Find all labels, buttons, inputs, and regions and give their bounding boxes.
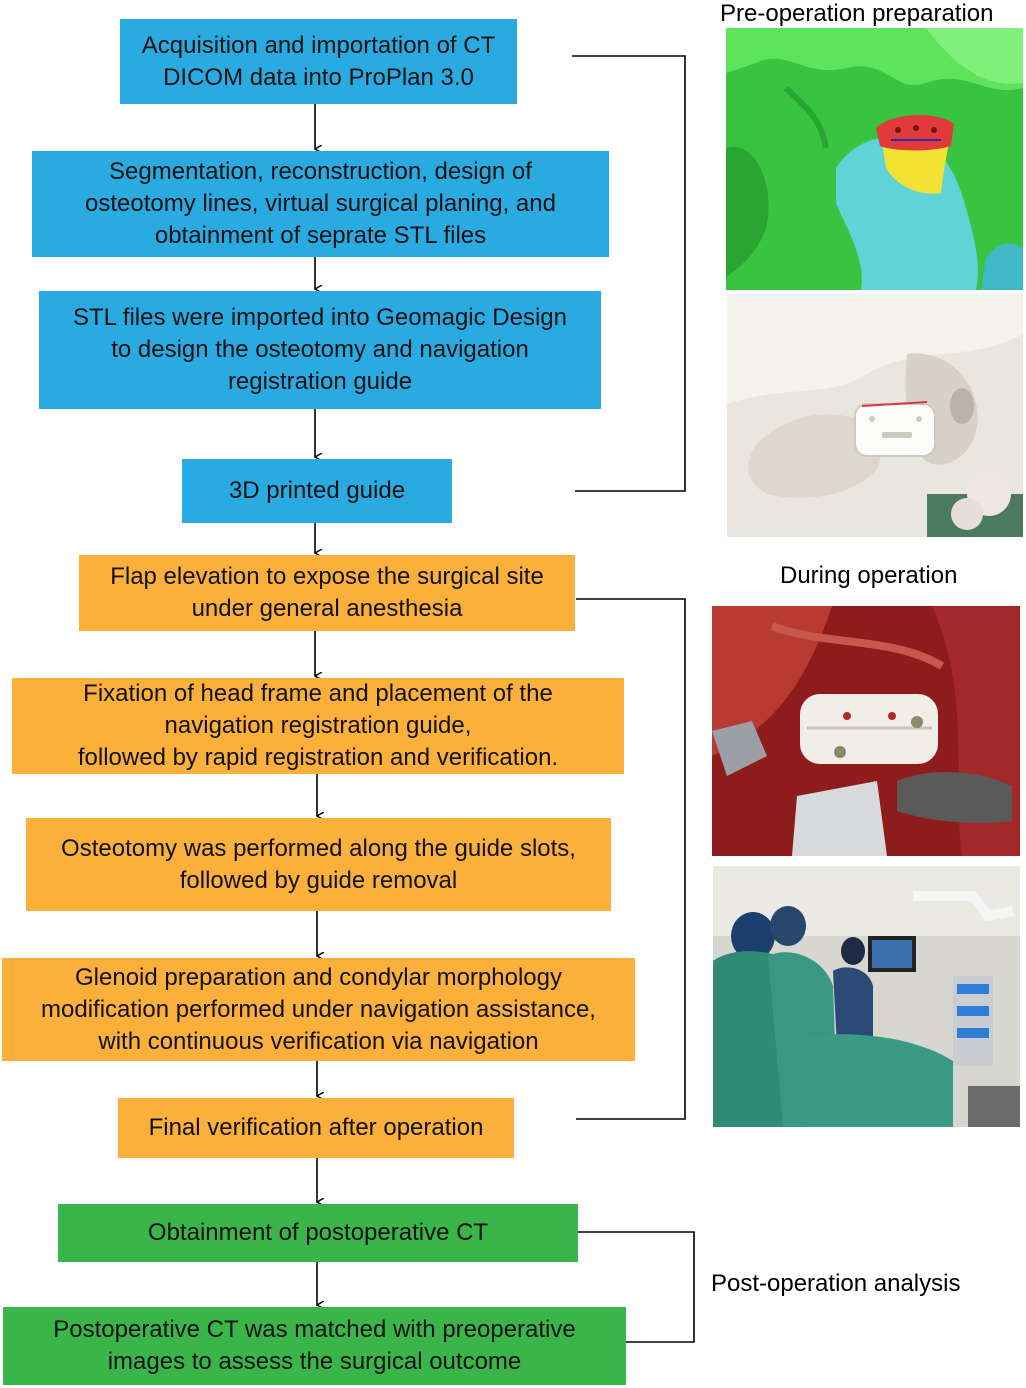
step-ct-acquisition: Acquisition and importation of CT DICOM data into ProPlan 3.0	[120, 19, 517, 104]
step-final-verification: Final verification after operation	[118, 1098, 514, 1158]
step-3d-printed-guide: 3D printed guide	[182, 459, 452, 523]
step-geomagic-design: STL files were imported into Geomagic Design to design the osteotomy and navigation registration guide	[39, 291, 601, 409]
photo-operating-room	[713, 866, 1020, 1127]
photo-3d-planning-render	[726, 28, 1023, 290]
step-flap-elevation: Flap elevation to expose the surgical site under general anesthesia	[79, 555, 575, 631]
photo-3d-printed-model	[727, 294, 1023, 537]
step-segmentation: Segmentation, reconstruction, design of osteotomy lines, virtual surgical planing, and obtainment of seprate STL files	[32, 151, 609, 257]
label-during-operation: During operation	[780, 562, 958, 589]
label-post-operation: Post-operation analysis	[711, 1270, 961, 1297]
step-head-frame-fixation: Fixation of head frame and placement of the navigation registration guide, followed by rapid registration and verification.	[12, 678, 624, 774]
bracket-pre	[572, 56, 685, 491]
step-postoperative-ct: Obtainment of postoperative CT	[58, 1204, 578, 1262]
step-osteotomy: Osteotomy was performed along the guide slots, followed by guide removal	[26, 818, 611, 911]
step-ct-matching: Postoperative CT was matched with preoperative images to assess the surgical outcome	[3, 1307, 626, 1385]
label-pre-operation: Pre-operation preparation	[720, 0, 994, 27]
photo-intraoperative-guide	[712, 606, 1020, 856]
step-glenoid-preparation: Glenoid preparation and condylar morphology modification performed under navigation assistance, with continuous verification via navigation	[2, 958, 635, 1061]
